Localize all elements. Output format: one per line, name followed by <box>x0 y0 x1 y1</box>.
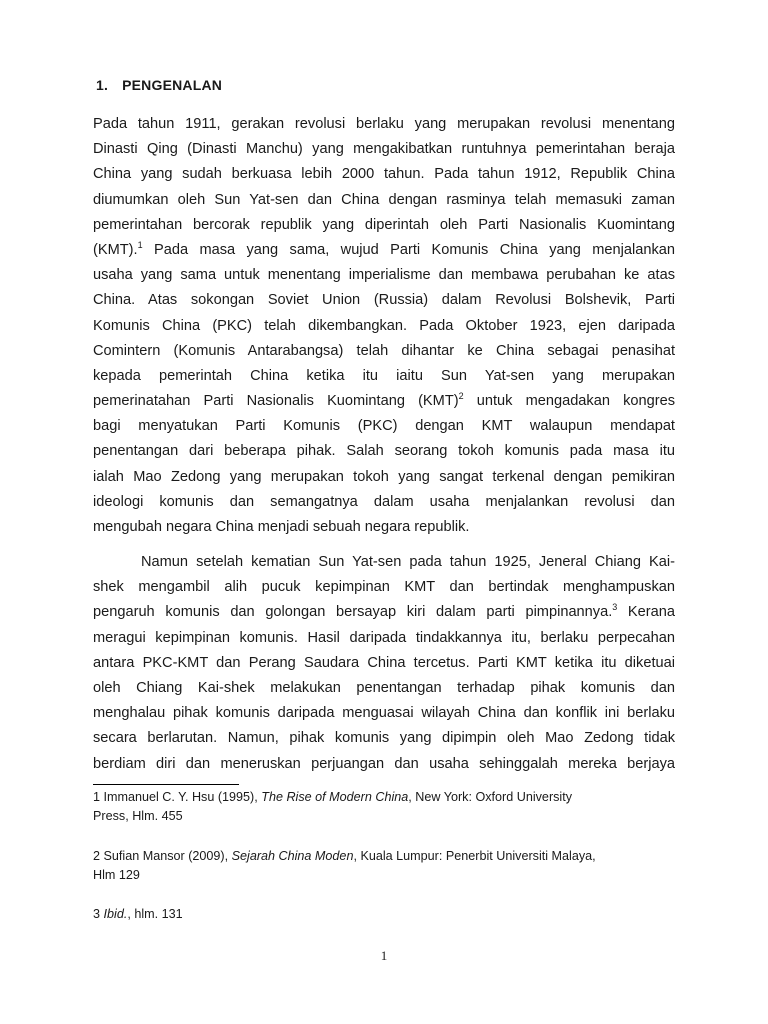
paragraph-line: ialah Mao Zedong yang merupakan tokoh yang sangat terkenal dengan pemikiran <box>93 468 675 485</box>
paragraph-line: mengubah negara China menjadi sebuah negara republik. <box>93 519 470 535</box>
footnote-ref-1: 1 <box>137 239 143 250</box>
paragraph-line: berdiam diri dan meneruskan perjuangan dan usaha sehinggalah mereka berjaya <box>93 755 675 772</box>
paragraph-line: Komunis China (PKC) telah dikembangkan. Pada Oktober 1923, ejen daripada <box>93 317 675 334</box>
paragraph-line: Dinasti Qing (Dinasti Manchu) yang mengakibatkan runtuhnya pemerintahan beraja <box>93 141 675 158</box>
paragraph-line: Namun setelah kematian Sun Yat-sen pada tahun 1925, Jeneral Chiang Kai- <box>141 554 675 570</box>
text-run: Pada masa yang sama, wujud Parti Komunis China yang menjalankan <box>142 241 675 258</box>
footnote-title: The Rise of Modern China <box>261 790 409 804</box>
paragraph-line: China. Atas sokongan Soviet Union (Russia) dalam Revolusi Bolshevik, Parti <box>93 292 675 309</box>
paragraph-kmt-conflict <box>93 550 675 777</box>
footnote-line <box>93 847 673 866</box>
footnote-text: , New York: Oxford University <box>408 790 573 804</box>
footnote-line <box>93 788 673 807</box>
text-run: pemerinatahan Parti Nasionalis Kuomintang (KMT) <box>93 393 459 410</box>
footnote-text: , Kuala Lumpur: Penerbit Universiti Malaya, <box>353 849 596 863</box>
footnote-separator <box>93 784 239 785</box>
paragraph-line <box>93 238 675 263</box>
paragraph-line: Comintern (Komunis Antarabangsa) telah dihantar ke China sebagai penasihat <box>93 342 675 359</box>
text-run: pengaruh komunis dan golongan bersayap kiri dalam parti pimpinannya. <box>93 604 613 621</box>
footnote-line: Hlm 129 <box>93 868 140 882</box>
paragraph-line: menghalau pihak komunis daripada menguasai wilayah China dan konflik ini berlaku <box>93 705 675 722</box>
paragraph-line: China yang sudah berkuasa lebih 2000 tahun. Pada tahun 1912, Republik China <box>93 166 675 183</box>
footnote-number: 2 <box>93 849 101 863</box>
paragraph-line: secara berlarutan. Namun, pihak komunis yang dipimpin oleh Mao Zedong tidak <box>93 730 675 747</box>
paragraph-line: Pada tahun 1911, gerakan revolusi berlaku yang merupakan revolusi menentang <box>93 116 675 132</box>
paragraph-introduction <box>93 112 675 540</box>
paragraph-line: usaha yang sama untuk menentang imperialisme dan membawa perubahan ke atas <box>93 267 675 284</box>
section-heading <box>96 77 222 93</box>
footnote-text: Immanuel C. Y. Hsu (1995), <box>100 790 262 804</box>
paragraph-line: kepada pemerintah China ketika itu iaitu Sun Yat-sen yang merupakan <box>93 367 675 384</box>
footnote-line <box>93 905 673 924</box>
paragraph-line: meragui kepimpinan komunis. Hasil daripada tindakkannya itu, berlaku perpecahan <box>93 629 675 646</box>
text-run: untuk mengadakan kongres <box>463 393 676 410</box>
footnote-number: 3 <box>93 907 101 921</box>
footnote-title: Ibid. <box>103 907 128 921</box>
paragraph-line <box>93 389 675 414</box>
footnote-2 <box>93 847 673 885</box>
footnote-title: Sejarah China Moden <box>231 849 354 863</box>
paragraph-line: shek mengambil alih pucuk kepimpinan KMT dan bertindak menghampuskan <box>93 579 675 596</box>
footnote-3 <box>93 905 673 924</box>
footnote-text: Sufian Mansor (2009), <box>100 849 232 863</box>
paragraph-line: bagi menyatukan Parti Komunis (PKC) dengan KMT walaupun mendapat <box>93 418 675 435</box>
paragraph-line: oleh Chiang Kai-shek melakukan penentangan terhadap pihak komunis dan <box>93 679 675 696</box>
footnote-ref-2: 2 <box>458 391 464 402</box>
page-number: 1 <box>380 948 388 963</box>
section-title: PENGENALAN <box>122 77 223 93</box>
paragraph-line: diumumkan oleh Sun Yat-sen dan China dengan rasminya telah memasuki zaman <box>93 191 675 208</box>
paragraph-line <box>93 600 675 625</box>
section-number: 1. <box>96 77 109 93</box>
footnote-line: Press, Hlm. 455 <box>93 809 183 823</box>
paragraph-line: ideologi komunis dan semangatnya dalam usaha menjalankan revolusi dan <box>93 493 675 510</box>
footnote-ref-3: 3 <box>612 602 618 613</box>
paragraph-line: penentangan dari beberapa pihak. Salah seorang tokoh komunis pada masa itu <box>93 443 675 460</box>
text-run: (KMT). <box>93 241 138 258</box>
footnote-1 <box>93 788 673 826</box>
footnote-number: 1 <box>93 790 101 804</box>
paragraph-line: pemerintahan bercorak republik yang diperintah oleh Parti Nasionalis Kuomintang <box>93 216 675 233</box>
text-run: Kerana <box>617 604 675 621</box>
footnote-text: , hlm. 131 <box>127 907 183 921</box>
paragraph-line: antara PKC-KMT dan Perang Saudara China tercetus. Parti KMT ketika itu diketuai <box>93 654 675 671</box>
